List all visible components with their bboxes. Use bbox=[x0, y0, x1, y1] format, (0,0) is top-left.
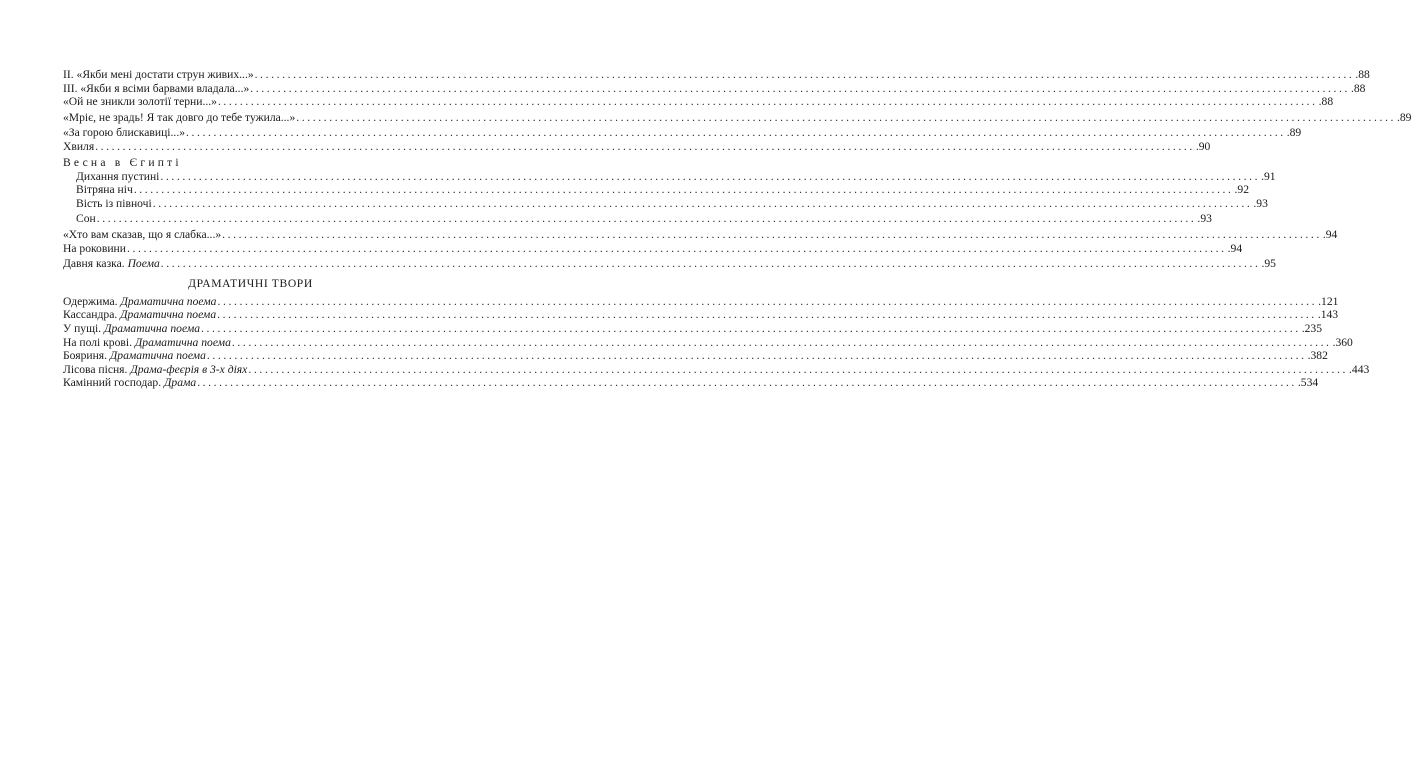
toc-entry-page: .91 bbox=[1261, 169, 1276, 183]
work-title: На полі крові. bbox=[63, 335, 132, 349]
toc-entry-title bbox=[63, 322, 200, 336]
toc-entry bbox=[63, 294, 1339, 309]
toc-entry-page: .88 bbox=[1355, 68, 1370, 81]
toc-entry bbox=[63, 196, 1268, 211]
work-genre: Поема bbox=[127, 257, 160, 271]
dot-leader: ........................................................................................................................................................................................................ bbox=[126, 241, 1227, 255]
toc-entry-title: «Ой не зникли золотії терни...» bbox=[63, 95, 217, 109]
toc-entry-page: .88 bbox=[1350, 81, 1366, 95]
toc-entry-page: .89 bbox=[1396, 110, 1411, 124]
toc-entry-title bbox=[63, 308, 216, 322]
toc-entry bbox=[63, 349, 1328, 363]
dot-leader: ........................................................................................................................................................................................................ bbox=[248, 362, 1349, 376]
toc-entry bbox=[63, 257, 1276, 271]
toc-entry bbox=[63, 321, 1323, 336]
toc-entry-title: Вітряна ніч bbox=[76, 183, 133, 197]
toc-entry-page: .360 bbox=[1332, 335, 1353, 349]
cycle-title: Весна в Єгипті bbox=[63, 155, 182, 169]
dot-leader: ........................................................................................................................................................................................................ bbox=[160, 169, 1261, 183]
dot-leader: ........................................................................................................................................................................................................ bbox=[197, 376, 1297, 390]
toc-entry bbox=[63, 308, 1339, 322]
toc-entry-title: Дихання пустині bbox=[76, 169, 160, 183]
toc-entry-title: «За горою блискавиці...» bbox=[63, 126, 186, 140]
toc-entry-page: .94 bbox=[1322, 227, 1338, 241]
toc-entry-title bbox=[63, 336, 231, 350]
work-title: Бояриня. bbox=[63, 349, 108, 363]
toc-entry-page: .235 bbox=[1301, 321, 1323, 335]
toc-entry bbox=[63, 126, 1302, 140]
toc-entry-title: «Мріє, не зрадь! Я так довго до тебе тужила...» bbox=[63, 110, 296, 124]
toc-entry bbox=[63, 183, 1249, 197]
toc-entry-title: III. «Якби я всіми барвами владала...» bbox=[63, 81, 250, 95]
toc-entry-page: .90 bbox=[1195, 139, 1211, 153]
toc-entry-page: .534 bbox=[1297, 376, 1319, 390]
toc-entry-title: «Хто вам сказав, що я слабка...» bbox=[63, 227, 222, 241]
toc-entry-page: .143 bbox=[1317, 308, 1339, 322]
toc-dramatic-list bbox=[63, 294, 1370, 390]
toc-entry bbox=[63, 81, 1366, 96]
dot-leader: ........................................................................................................................................................................................................ bbox=[160, 257, 1261, 271]
toc-cycle-section bbox=[63, 155, 1276, 226]
toc-entry bbox=[63, 376, 1319, 390]
toc-entry-page: .93 bbox=[1253, 196, 1268, 210]
dot-leader: ........................................................................................................................................................................................................ bbox=[250, 81, 1350, 95]
toc-entry-title: Сон bbox=[76, 212, 96, 226]
toc-entry bbox=[63, 212, 1212, 226]
toc-entry bbox=[63, 139, 1211, 154]
work-genre: Драматична поема bbox=[134, 335, 231, 349]
work-genre: Драматична поема bbox=[109, 349, 206, 363]
toc-entry-title: II. «Якби мені достати струн живих...» bbox=[63, 68, 254, 81]
toc-lyrics-list bbox=[63, 68, 1411, 154]
work-title: Кассандра. bbox=[63, 308, 118, 322]
toc-entry-title bbox=[63, 363, 247, 377]
toc-entry-page: .443 bbox=[1349, 362, 1370, 376]
work-genre: Драматична поема bbox=[120, 294, 217, 308]
toc-lyrics-list-2 bbox=[63, 226, 1338, 271]
dot-leader: ........................................................................................................................................................................................................ bbox=[217, 294, 1318, 308]
toc-entry bbox=[63, 68, 1370, 82]
work-genre: Драма bbox=[164, 376, 197, 390]
dot-leader: ........................................................................................................................................................................................................ bbox=[152, 196, 1253, 210]
toc-entry-title bbox=[63, 376, 196, 390]
section-heading: ДРАМАТИЧНІ ТВОРИ bbox=[188, 276, 313, 290]
work-genre: Драматична поема bbox=[120, 308, 217, 322]
toc-entry-title: Хвиля bbox=[63, 139, 95, 153]
toc-entry-page: .382 bbox=[1307, 349, 1328, 363]
dot-leader: ........................................................................................................................................................................................................ bbox=[231, 335, 1332, 349]
table-of-contents bbox=[63, 68, 1411, 390]
dot-leader: ........................................................................................................................................................................................................ bbox=[217, 308, 1317, 322]
dot-leader: ........................................................................................................................................................................................................ bbox=[217, 95, 1318, 109]
dot-leader: ........................................................................................................................................................................................................ bbox=[95, 139, 1195, 153]
toc-entry-title: Вість із півночі bbox=[76, 196, 152, 210]
toc-entry-page: .92 bbox=[1234, 183, 1249, 197]
work-genre: Драматична поема bbox=[104, 321, 201, 335]
dot-leader: ........................................................................................................................................................................................................ bbox=[206, 349, 1307, 363]
toc-entry bbox=[63, 362, 1370, 377]
toc-entry bbox=[63, 227, 1338, 242]
toc-entry-page: .89 bbox=[1286, 126, 1302, 140]
dot-leader: ........................................................................................................................................................................................................ bbox=[133, 183, 1234, 197]
work-title: Одержима. bbox=[63, 294, 118, 308]
dot-leader: ........................................................................................................................................................................................................ bbox=[296, 110, 1396, 124]
work-title: У пущі. bbox=[63, 321, 102, 335]
dot-leader: ........................................................................................................................................................................................................ bbox=[222, 227, 1322, 241]
toc-entry bbox=[63, 95, 1334, 109]
toc-entry-page: .121 bbox=[1318, 294, 1339, 308]
dot-leader: ........................................................................................................................................................................................................ bbox=[96, 212, 1197, 226]
work-title: Камінний господар. bbox=[63, 376, 162, 390]
dot-leader: ........................................................................................................................................................................................................ bbox=[254, 68, 1355, 81]
toc-entry-page: .88 bbox=[1318, 95, 1334, 109]
toc-entry-title: На роковини bbox=[63, 241, 126, 255]
dot-leader: ........................................................................................................................................................................................................ bbox=[201, 321, 1301, 335]
work-title: Лісова пісня. bbox=[63, 362, 128, 376]
toc-entry bbox=[63, 335, 1353, 350]
toc-entry-page: .95 bbox=[1261, 257, 1276, 271]
work-genre: Драма-феєрія в 3-х діях bbox=[130, 362, 248, 376]
work-title: Давня казка. bbox=[63, 257, 125, 271]
toc-entry-title bbox=[63, 295, 216, 309]
toc-entry bbox=[63, 110, 1411, 125]
toc-entry bbox=[63, 169, 1276, 184]
dot-leader: ........................................................................................................................................................................................................ bbox=[186, 126, 1286, 140]
toc-entry-title bbox=[63, 349, 206, 363]
toc-entry-page: .94 bbox=[1227, 241, 1243, 255]
toc-entry bbox=[63, 241, 1243, 256]
toc-entry-page: .93 bbox=[1197, 212, 1212, 226]
toc-entry-title bbox=[63, 257, 160, 271]
